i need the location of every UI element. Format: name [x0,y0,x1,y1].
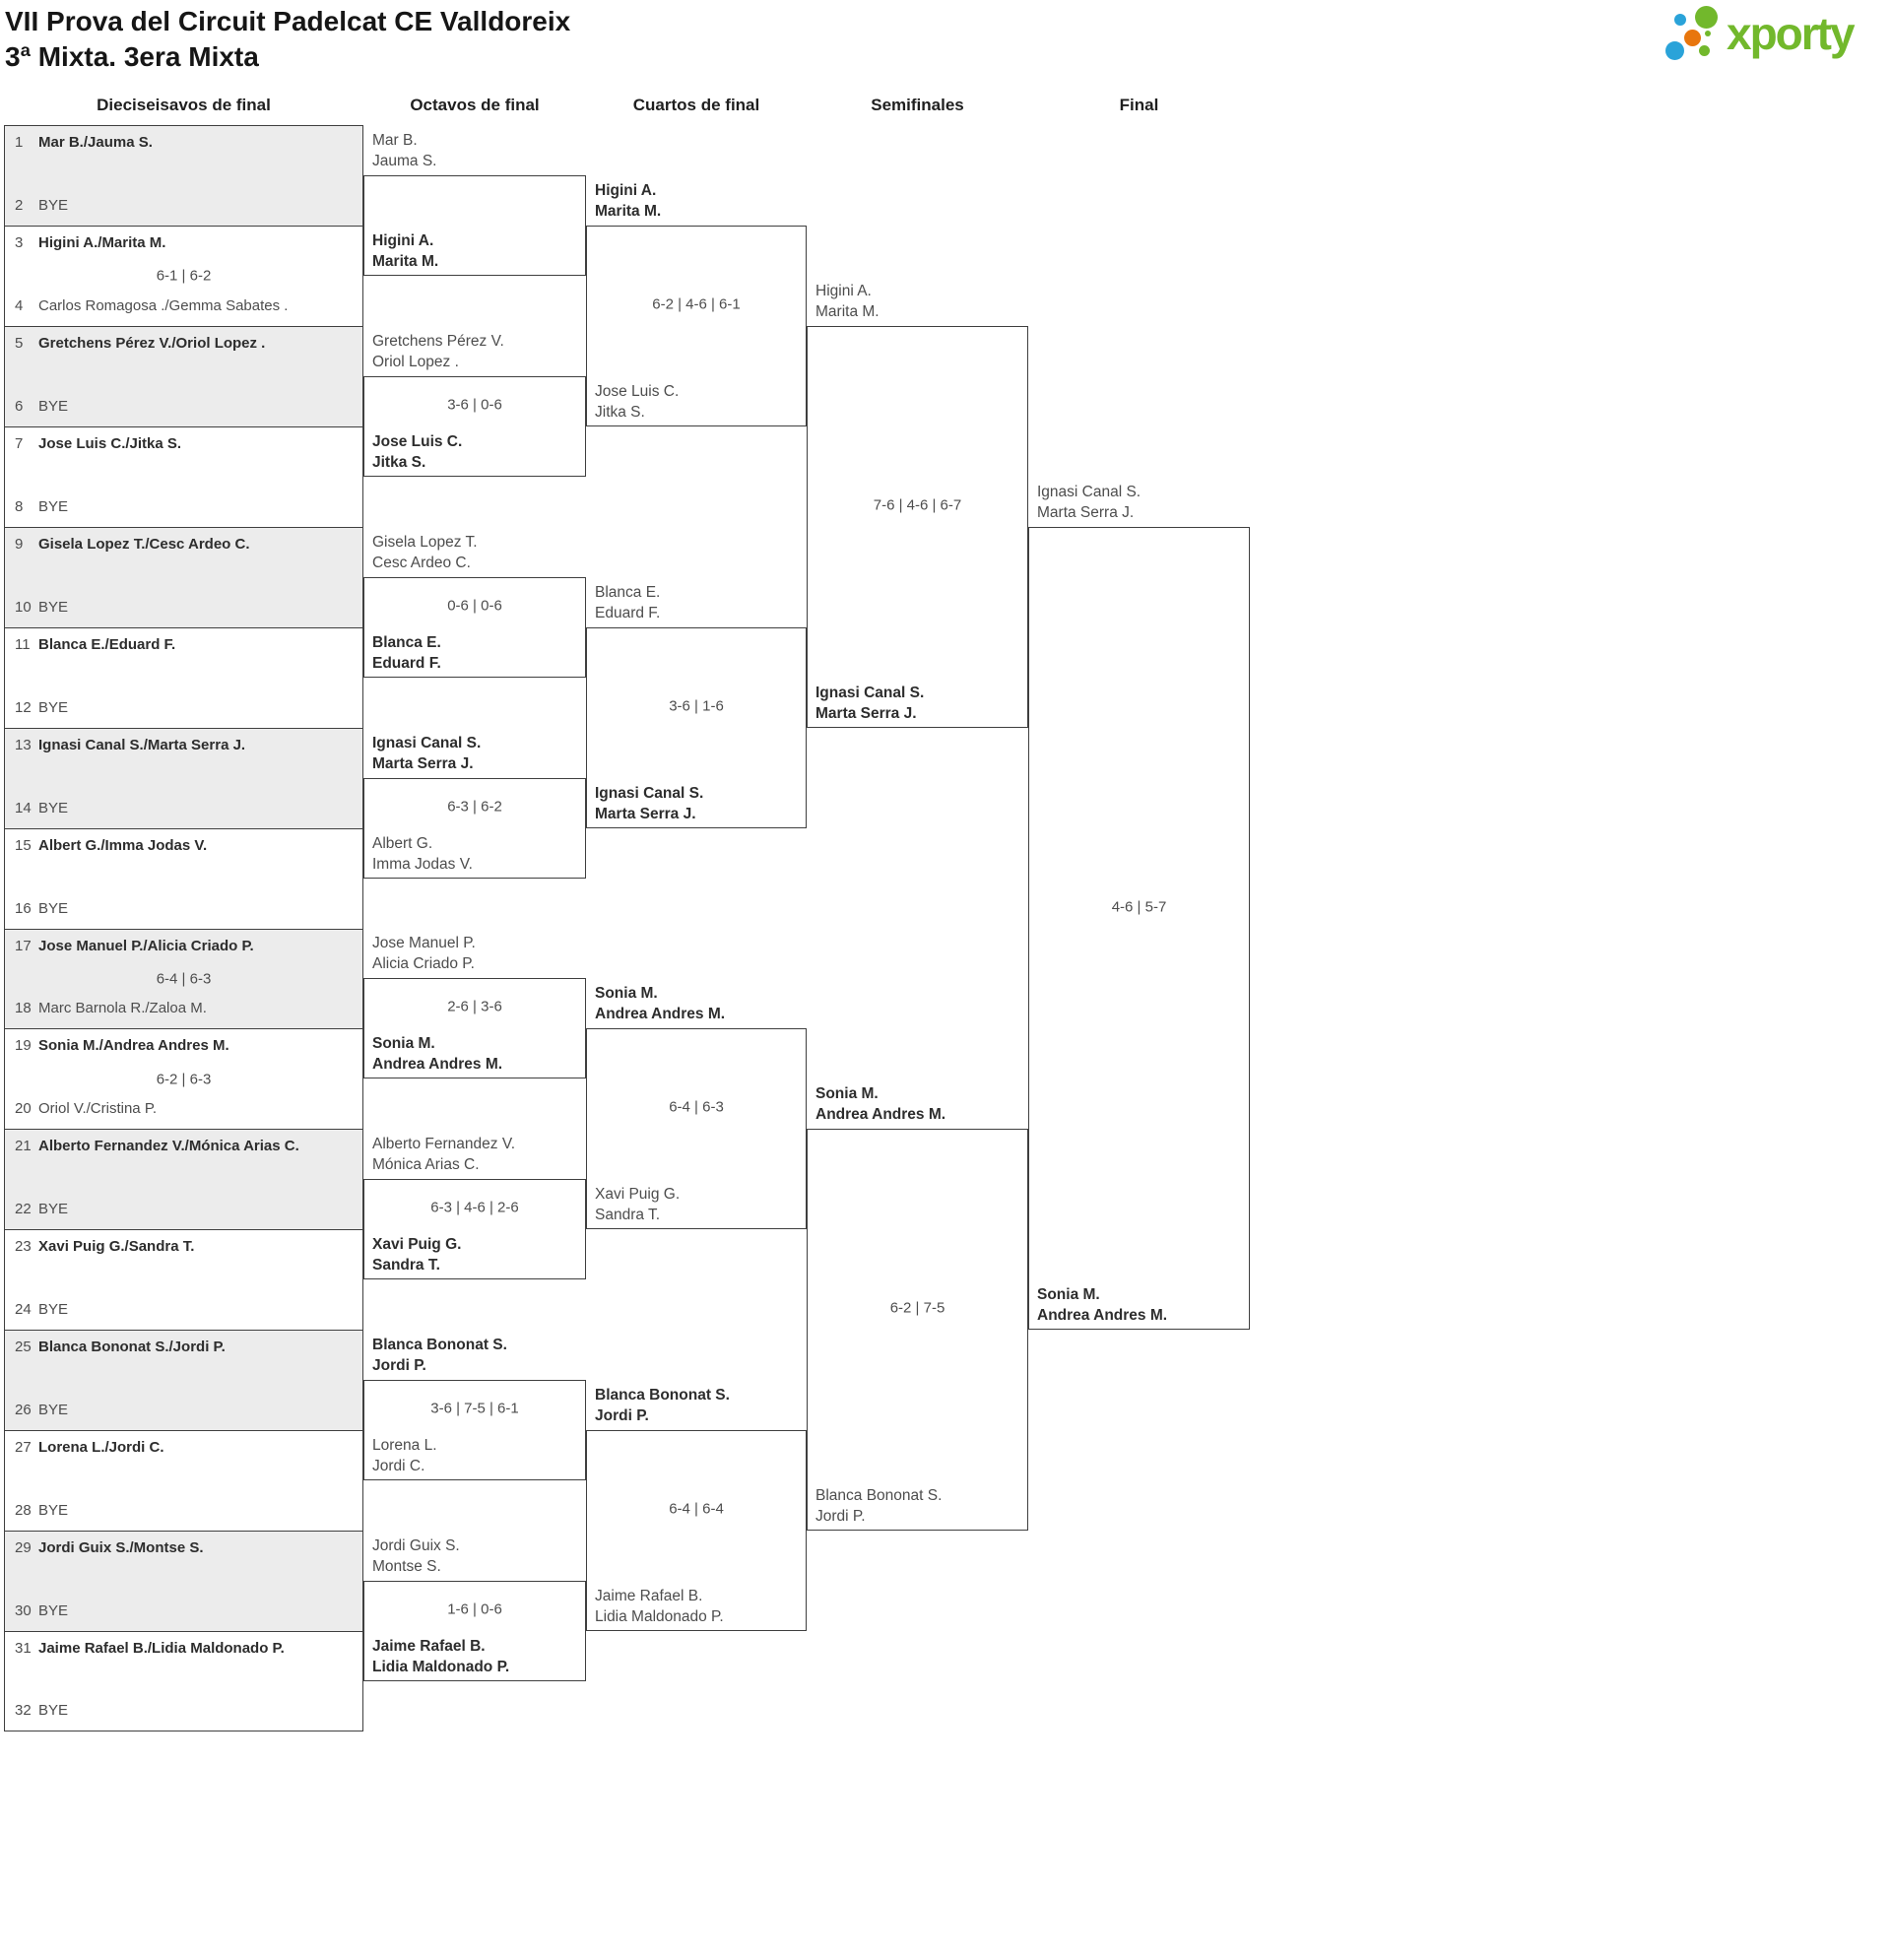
match-score: 6-4 | 6-4 [669,1500,724,1518]
team-name: BYE [38,698,69,716]
team-row [15,435,355,452]
logo-dot-orange [1684,30,1701,46]
player-name: Cesc Ardeo C. [372,554,471,571]
pair-label [595,582,660,623]
player-name: Lidia Maldonado P. [372,1659,510,1676]
team-row [15,737,355,753]
team-name: BYE [38,1502,69,1520]
match-box [807,326,1028,728]
player-name: Sandra T. [372,1257,440,1274]
team-name: Gisela Lopez T./Cesc Ardeo C. [38,535,250,553]
match-box [4,1028,363,1129]
team-name: Xavi Puig G./Sandra T. [38,1238,195,1256]
team-name: Carlos Romagosa ./Gemma Sabates . [38,296,289,314]
team-row [15,1439,355,1456]
seed-number: 11 [15,635,31,653]
player-name: Gisela Lopez T. [372,533,478,551]
player-name: Andrea Andres M. [815,1106,946,1124]
team-row [15,498,355,515]
player-name: Jose Luis C. [595,382,680,400]
player-name: Sandra T. [595,1207,661,1224]
team-name: Sonia M./Andrea Andres M. [38,1037,229,1055]
match-box [4,527,363,627]
seed-number: 19 [15,1037,32,1055]
pair-label [372,733,481,774]
player-name: Lorena L. [372,1437,437,1455]
player-name: Xavi Puig G. [372,1236,462,1254]
seed-number: 5 [15,334,24,352]
pair-label [372,1335,507,1376]
player-name: Ignasi Canal S. [1037,483,1141,500]
seed-number: 3 [15,233,24,251]
player-name: Marita M. [595,202,662,220]
pair-label [595,783,703,824]
team-name: Blanca Bononat S./Jordi P. [38,1339,226,1356]
seed-number: 30 [15,1602,32,1620]
pair-label [372,1234,461,1275]
pair-label [372,933,476,974]
match-box [4,1330,363,1430]
team-name: BYE [38,1402,69,1419]
pair-label [372,532,478,573]
pair-label [372,1134,515,1175]
team-name: Gretchens Pérez V./Oriol Lopez . [38,334,266,352]
team-row [15,938,355,954]
pair-label [1037,482,1141,523]
player-name: Gretchens Pérez V. [372,332,504,350]
team-name: Jordi Guix S./Montse S. [38,1539,204,1557]
player-name: Oriol Lopez . [372,353,459,370]
seed-number: 17 [15,937,32,954]
player-name: Marta Serra J. [372,754,474,772]
player-name: Andrea Andres M. [372,1056,503,1074]
player-name: Jordi C. [372,1458,425,1475]
player-name: Jitka S. [372,453,426,471]
seed-number: 1 [15,134,24,151]
team-row [15,1702,355,1719]
team-row [15,1100,355,1117]
team-row [15,398,355,415]
team-row [15,536,355,553]
pair-label [372,632,441,674]
logo-dot-green-tiny [1705,31,1711,36]
match-score: 6-3 | 6-2 [447,798,502,816]
seed-number: 8 [15,497,24,515]
seed-number: 31 [15,1640,32,1658]
team-row [15,1640,355,1657]
seed-number: 4 [15,296,24,314]
seed-number: 25 [15,1339,32,1356]
match-box [4,1229,363,1330]
seed-number: 26 [15,1402,32,1419]
pair-label [372,331,504,372]
player-name: Eduard F. [595,604,661,621]
pair-label [595,180,661,222]
team-row [15,1339,355,1355]
pair-label [372,431,462,473]
team-row [15,1238,355,1255]
team-name: Alberto Fernandez V./Mónica Arias C. [38,1138,299,1155]
match-score: 6-1 | 6-2 [156,267,212,285]
team-row [15,1201,355,1217]
pair-label [372,1636,509,1677]
player-name: Sonia M. [1037,1286,1100,1304]
match-box [4,125,363,226]
pair-label [372,833,473,875]
team-row [15,1037,355,1054]
logo-dot-blue-big [1665,41,1684,60]
pair-label [595,381,679,423]
player-name: Higini A. [815,282,872,299]
team-row [15,335,355,352]
pair-label [595,1586,724,1627]
logo-wordmark: xporty [1727,8,1854,59]
player-name: Alicia Criado P. [372,955,475,973]
round-header: Final [1119,96,1159,114]
team-row [15,1138,355,1154]
player-name: Blanca E. [595,583,661,601]
match-box [4,1430,363,1531]
player-name: Marta Serra J. [595,805,696,822]
player-name: Mar B. [372,131,418,149]
team-row [15,1602,355,1619]
pair-label [815,1485,942,1527]
team-row [15,599,355,616]
pair-label [372,1535,460,1577]
match-box [807,1129,1028,1531]
seed-number: 20 [15,1100,32,1118]
player-name: Marita M. [372,252,439,270]
team-row [15,1301,355,1318]
team-row [15,900,355,917]
match-box [4,627,363,728]
logo-dot-green-big [1695,6,1718,29]
team-name: Lorena L./Jordi C. [38,1439,164,1457]
match-score: 2-6 | 3-6 [447,998,502,1015]
player-name: Sonia M. [372,1035,435,1053]
team-name: Mar B./Jauma S. [38,134,153,151]
player-name: Marta Serra J. [1037,503,1135,521]
match-score: 3-6 | 1-6 [669,697,724,715]
team-name: BYE [38,799,69,817]
seed-number: 12 [15,698,32,716]
player-name: Blanca E. [372,633,441,651]
player-name: Ignasi Canal S. [595,784,704,802]
team-name: BYE [38,1301,69,1319]
match-score: 6-2 | 4-6 | 6-1 [652,295,741,313]
seed-number: 10 [15,598,32,616]
player-name: Albert G. [372,834,433,852]
seed-number: 6 [15,397,24,415]
team-name: Marc Barnola R./Zaloa M. [38,1000,207,1017]
seed-number: 9 [15,535,24,553]
seed-number: 15 [15,836,32,854]
player-name: Jaime Rafael B. [595,1588,703,1605]
team-row [15,800,355,817]
match-box [4,1531,363,1631]
player-name: Jauma S. [372,152,437,169]
seed-number: 23 [15,1238,32,1256]
category-subtitle: 3ª Mixta. 3era Mixta [5,41,259,72]
team-row [15,1502,355,1519]
seed-number: 28 [15,1502,32,1520]
match-score: 6-2 | 6-3 [156,1071,212,1088]
match-box [4,1631,363,1731]
team-name: Higini A./Marita M. [38,233,166,251]
player-name: Jose Luis C. [372,432,463,450]
team-row [15,837,355,854]
team-name: BYE [38,1602,69,1620]
team-name: Albert G./Imma Jodas V. [38,836,208,854]
pair-label [1037,1284,1167,1326]
tournament-title: VII Prova del Circuit Padelcat CE Valldoreix [5,6,571,36]
player-name: Jordi P. [595,1407,649,1425]
team-name: BYE [38,899,69,917]
pair-label [815,683,924,724]
team-row [15,1539,355,1556]
pair-label [372,1033,502,1075]
player-name: Mónica Arias C. [372,1156,480,1174]
round-header: Cuartos de final [632,96,760,114]
logo-dot-blue-top [1674,14,1686,26]
pair-label [372,130,436,171]
pair-label [372,1435,437,1476]
seed-number: 16 [15,899,32,917]
match-box [4,929,363,1029]
team-name: BYE [38,1201,69,1218]
match-score: 1-6 | 0-6 [447,1601,502,1618]
seed-number: 18 [15,1000,32,1017]
team-name: BYE [38,598,69,616]
player-name: Xavi Puig G. [595,1186,681,1204]
player-name: Imma Jodas V. [372,855,473,873]
team-row [15,234,355,251]
seed-number: 13 [15,736,32,753]
match-score: 3-6 | 0-6 [447,396,502,414]
pair-label [372,230,438,272]
player-name: Jitka S. [595,403,645,421]
seed-number: 22 [15,1201,32,1218]
team-row [15,297,355,314]
player-name: Ignasi Canal S. [815,684,925,701]
player-name: Blanca Bononat S. [372,1337,507,1354]
player-name: Blanca Bononat S. [595,1387,730,1405]
team-row [15,636,355,653]
player-name: Eduard F. [372,654,441,672]
pair-label [595,1184,680,1225]
player-name: Jordi Guix S. [372,1537,460,1555]
seed-number: 21 [15,1138,32,1155]
team-row [15,699,355,716]
player-name: Higini A. [372,231,434,249]
player-name: Jaime Rafael B. [372,1638,486,1656]
team-name: Ignasi Canal S./Marta Serra J. [38,736,246,753]
player-name: Jordi P. [815,1508,866,1526]
player-name: Montse S. [372,1558,441,1576]
pair-label [815,1083,946,1125]
match-score: 6-4 | 6-3 [156,970,212,988]
round-header: Semifinales [871,96,964,114]
player-name: Andrea Andres M. [595,1006,726,1023]
pair-label [815,281,880,322]
player-name: Marta Serra J. [815,704,917,722]
player-name: Higini A. [595,181,657,199]
player-name: Jose Manuel P. [372,935,476,952]
pair-label [595,983,725,1024]
seed-number: 27 [15,1439,32,1457]
match-score: 0-6 | 0-6 [447,597,502,615]
team-row [15,197,355,214]
team-row [15,1000,355,1016]
seed-number: 14 [15,799,32,817]
player-name: Sonia M. [815,1085,879,1103]
player-name: Lidia Maldonado P. [595,1608,724,1626]
match-box [4,226,363,326]
match-box [4,728,363,828]
logo-dot-green-small [1699,45,1710,56]
seed-number: 32 [15,1702,32,1719]
match-score: 4-6 | 5-7 [1111,898,1167,915]
seed-number: 2 [15,196,24,214]
page-title [5,4,570,75]
team-name: BYE [38,1702,69,1719]
match-score: 6-2 | 7-5 [889,1299,946,1317]
match-box [4,426,363,527]
player-name: Alberto Fernandez V. [372,1136,516,1153]
team-name: BYE [38,196,69,214]
xporty-logo[interactable] [1664,4,1886,65]
seed-number: 7 [15,434,24,452]
round-header: Octavos de final [410,96,540,114]
team-name: Jose Luis C./Jitka S. [38,434,182,452]
match-box [4,1129,363,1229]
team-row [15,1402,355,1418]
seed-number: 29 [15,1539,32,1557]
player-name: Marita M. [815,302,880,320]
player-name: Sonia M. [595,985,658,1003]
match-box [4,326,363,426]
team-name: BYE [38,397,69,415]
pair-label [595,1385,730,1426]
player-name: Jordi P. [372,1357,426,1375]
match-box [1028,527,1250,1331]
match-score: 3-6 | 7-5 | 6-1 [430,1400,519,1417]
seed-number: 24 [15,1301,32,1319]
team-name: Jaime Rafael B./Lidia Maldonado P. [38,1640,285,1658]
match-score: 7-6 | 4-6 | 6-7 [873,496,962,514]
player-name: Blanca Bononat S. [815,1487,943,1505]
match-score: 6-4 | 6-3 [669,1098,724,1116]
team-row [15,134,355,151]
round-header: Dieciseisavos de final [97,96,271,114]
match-box [4,828,363,929]
player-name: Andrea Andres M. [1037,1307,1168,1325]
team-name: Oriol V./Cristina P. [38,1100,158,1118]
team-name: BYE [38,497,69,515]
match-score: 6-3 | 4-6 | 2-6 [430,1199,519,1216]
player-name: Ignasi Canal S. [372,734,482,751]
team-name: Blanca E./Eduard F. [38,635,176,653]
team-name: Jose Manuel P./Alicia Criado P. [38,937,254,954]
